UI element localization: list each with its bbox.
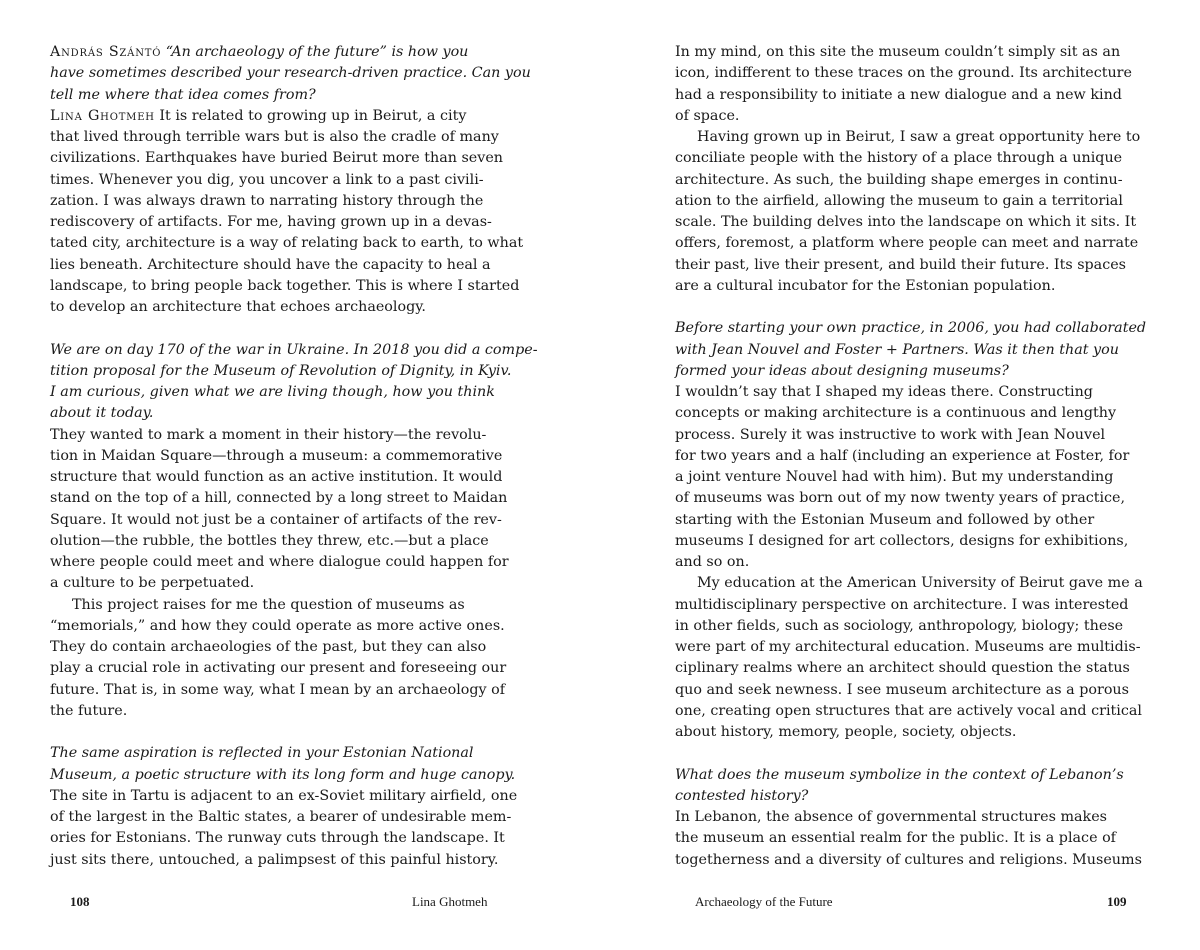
text-line <box>50 552 509 573</box>
body-text: the museum an essential realm for the public. It is a place of <box>675 830 1116 847</box>
text-line <box>50 127 499 148</box>
body-text: They do contain archaeologies of the past, but they can also <box>50 639 487 655</box>
body-text: about history, memory, people, society, objects. <box>675 724 1017 740</box>
body-text: “memorials,” and how they could operate as more active ones. <box>50 617 505 634</box>
body-text: to develop an architecture that echoes archaeology. <box>50 299 426 315</box>
text-line <box>675 361 1009 382</box>
text-line <box>675 255 1126 276</box>
text-line <box>675 765 1124 786</box>
text-line <box>50 786 517 807</box>
body-text: This project raises for me the question of museums as <box>72 596 465 613</box>
left-running-head: Lina Ghotmeh <box>412 894 488 909</box>
body-text: zation. I was always drawn to narrating history through the <box>50 192 484 209</box>
body-text: My education at the American University of Beirut gave me a <box>697 575 1143 592</box>
text-line <box>50 828 505 849</box>
text-line <box>675 573 1143 594</box>
text-line <box>675 42 1120 63</box>
body-text: lies beneath. Architecture should have the capacity to heal a <box>50 256 491 273</box>
body-text: in other fields, such as sociology, anthropology, biology; these <box>675 617 1124 634</box>
right-page-number: 109 <box>1107 894 1127 909</box>
body-text: their past, live their present, and build their future. Its spaces <box>675 256 1127 273</box>
body-text: icon, indifferent to these traces on the ground. Its architecture <box>675 65 1132 82</box>
body-text: quo and seek newness. I see museum architecture as a porous <box>675 681 1129 698</box>
text-line <box>675 148 1122 169</box>
body-text: I wouldn’t say that I shaped my ideas there. Constructing <box>675 384 1093 400</box>
body-text: Square. It would not just be a container of artifacts of the rev- <box>50 511 502 528</box>
body-text: starting with the Estonian Museum and followed by other <box>675 511 1095 528</box>
text-line <box>50 42 468 63</box>
body-text: had a responsibility to initiate a new dialogue and a new kind <box>675 86 1122 103</box>
text-line <box>675 467 1113 488</box>
text-line <box>675 170 1123 191</box>
question-text: formed your ideas about designing museums? <box>675 362 1009 379</box>
text-line <box>675 510 1094 531</box>
body-text: of the largest in the Baltic states, a bearer of undesirable mem- <box>50 809 512 825</box>
text-line <box>50 340 538 361</box>
text-line <box>50 382 495 403</box>
question-text: What does the museum symbolize in the context of Lebanon’s <box>675 766 1124 783</box>
text-line <box>675 425 1105 446</box>
body-text: multidisciplinary perspective on architecture. I was interested <box>675 596 1129 613</box>
text-line <box>675 850 1142 871</box>
question-text: about it today. <box>50 405 154 422</box>
text-line <box>50 255 491 276</box>
text-line <box>675 233 1138 254</box>
text-line <box>50 170 484 191</box>
body-text: In Lebanon, the absence of governmental structures makes <box>675 809 1107 825</box>
question-text: tell me where that idea comes from? <box>50 86 316 103</box>
text-line <box>50 191 483 212</box>
body-text: Having grown up in Beirut, I saw a great opportunity here to <box>697 129 1141 145</box>
body-text: rediscovery of artifacts. For me, having grown up in a devas- <box>50 214 492 230</box>
text-line <box>50 531 489 552</box>
question-text: “An archaeology of the future” is how you <box>161 44 469 60</box>
body-text: ciplinary realms where an architect should question the status <box>675 660 1130 677</box>
body-text: the future. <box>50 702 128 719</box>
text-line <box>675 318 1146 339</box>
text-line <box>50 63 531 84</box>
body-text: museums I designed for art collectors, designs for exhibitions, <box>675 532 1129 549</box>
body-text: times. Whenever you dig, you uncover a link to a past civili- <box>50 171 484 188</box>
text-line <box>50 297 426 318</box>
left-page-number: 108 <box>70 894 90 909</box>
text-line <box>675 531 1128 552</box>
question-text: with Jean Nouvel and Foster + Partners. Was it then that you <box>675 341 1119 358</box>
text-line <box>675 722 1016 743</box>
body-text: ories for Estonians. The runway cuts through the landscape. It <box>50 830 505 847</box>
body-text: They wanted to mark a moment in their history—the revolu- <box>50 426 487 443</box>
text-line <box>50 658 506 679</box>
body-text: civilizations. Earthquakes have buried Beirut more than seven <box>50 150 504 167</box>
text-line <box>50 276 519 297</box>
text-line <box>675 403 1116 424</box>
body-text: a joint venture Nouvel had with him). But my understanding <box>675 469 1114 485</box>
body-text: In my mind, on this site the museum couldn’t simply sit as an <box>675 44 1121 60</box>
text-line <box>675 63 1132 84</box>
text-line <box>675 85 1122 106</box>
text-line <box>50 637 486 658</box>
body-text: one, creating open structures that are actively vocal and critical <box>675 702 1142 719</box>
question-text: Before starting your own practice, in 2006, you had collaborated <box>675 320 1147 337</box>
text-line <box>50 148 503 169</box>
text-line <box>675 658 1130 679</box>
text-line <box>675 828 1116 849</box>
text-line <box>675 786 808 807</box>
body-text: architecture. As such, the building shape emerges in continu- <box>675 171 1123 188</box>
text-line <box>50 233 523 254</box>
text-line <box>675 127 1140 148</box>
question-text: I am curious, given what we are living though, how you think <box>50 384 495 400</box>
body-text: process. Surely it was instructive to work with Jean Nouvel <box>675 426 1106 443</box>
text-line <box>675 212 1136 233</box>
question-text: contested history? <box>675 787 809 804</box>
body-text: togetherness and a diversity of cultures and religions. Museums <box>675 851 1142 868</box>
text-line <box>50 467 502 488</box>
text-line <box>50 616 505 637</box>
body-text: stand on the top of a hill, connected by a long street to Maidan <box>50 490 508 507</box>
text-line <box>50 510 502 531</box>
body-text: for two years and a half (including an experience at Foster, for <box>675 447 1130 464</box>
text-line <box>675 446 1129 467</box>
text-line <box>50 106 466 127</box>
question-text: Museum, a poetic structure with its long form and huge canopy. <box>50 766 516 783</box>
text-line <box>50 595 465 616</box>
text-line <box>50 488 507 509</box>
body-text: conciliate people with the history of a place through a unique <box>675 150 1123 167</box>
body-text: scale. The building delves into the landscape on which it sits. It <box>675 214 1137 230</box>
body-text: concepts or making architecture is a continuous and lengthy <box>675 405 1117 422</box>
body-text: a culture to be perpetuated. <box>50 575 255 592</box>
text-line <box>675 382 1093 403</box>
left-page <box>50 0 538 950</box>
body-text: where people could meet and where dialogue could happen for <box>50 554 509 570</box>
text-line <box>675 807 1107 828</box>
text-line <box>50 701 127 722</box>
body-text: that lived through terrible wars but is also the cradle of many <box>50 129 499 145</box>
body-text: are a cultural incubator for the Estonian population. <box>675 277 1056 294</box>
body-text: tion in Maidan Square—through a museum: a commemorative <box>50 447 503 464</box>
text-line <box>675 680 1129 701</box>
text-line <box>50 743 474 764</box>
right-page <box>675 0 1155 950</box>
text-line <box>50 212 492 233</box>
body-text: The site in Tartu is adjacent to an ex-Soviet military airfield, one <box>50 787 518 804</box>
text-line <box>675 191 1123 212</box>
question-text: tition proposal for the Museum of Revolution of Dignity, in Kyiv. <box>50 362 512 379</box>
body-text: offers, foremost, a platform where people can meet and narrate <box>675 235 1139 252</box>
text-line <box>675 488 1125 509</box>
text-line <box>675 340 1119 361</box>
text-line <box>50 361 511 382</box>
body-text: and so on. <box>675 554 750 570</box>
body-text: future. That is, in some way, what I mean by an archaeology of <box>50 681 506 698</box>
text-line <box>50 446 502 467</box>
speaker-name: Lina Ghotmeh <box>50 107 155 124</box>
body-text: were part of my architectural education. Museums are multidis- <box>675 639 1141 655</box>
text-line <box>50 573 254 594</box>
text-line <box>50 850 498 871</box>
text-line <box>675 616 1123 637</box>
text-line <box>675 276 1055 297</box>
text-line <box>50 85 316 106</box>
body-text: just sits there, untouched, a palimpsest of this painful history. <box>50 851 499 868</box>
question-text: The same aspiration is reflected in your Estonian National <box>50 745 474 762</box>
question-text: have sometimes described your research-driven practice. Can you <box>50 65 531 82</box>
body-text: landscape, to bring people back together. This is where I started <box>50 277 520 294</box>
body-text: olution—the rubble, the bottles they threw, etc.—but a place <box>50 532 489 549</box>
text-line <box>675 595 1128 616</box>
body-text: tated city, architecture is a way of relating back to earth, to what <box>50 235 524 252</box>
text-line <box>50 403 153 424</box>
question-text: We are on day 170 of the war in Ukraine. In 2018 you did a compe- <box>50 341 538 358</box>
text-line <box>675 701 1142 722</box>
body-text: structure that would function as an active institution. It would <box>50 469 503 485</box>
text-line <box>675 106 739 127</box>
body-text: of space. <box>675 107 740 124</box>
body-text: play a crucial role in activating our present and foreseeing our <box>50 660 507 677</box>
text-line <box>675 637 1141 658</box>
text-line <box>50 807 511 828</box>
text-line <box>50 765 515 786</box>
text-line <box>675 552 749 573</box>
body-text: of museums was born out of my now twenty years of practice, <box>675 490 1126 507</box>
text-line <box>50 425 486 446</box>
body-text: ation to the airfield, allowing the museum to gain a territorial <box>675 192 1123 209</box>
right-running-head: Archaeology of the Future <box>695 894 833 909</box>
speaker-name: András Szántó <box>50 44 162 60</box>
text-line <box>50 680 505 701</box>
body-text: It is related to growing up in Beirut, a city <box>154 107 467 124</box>
